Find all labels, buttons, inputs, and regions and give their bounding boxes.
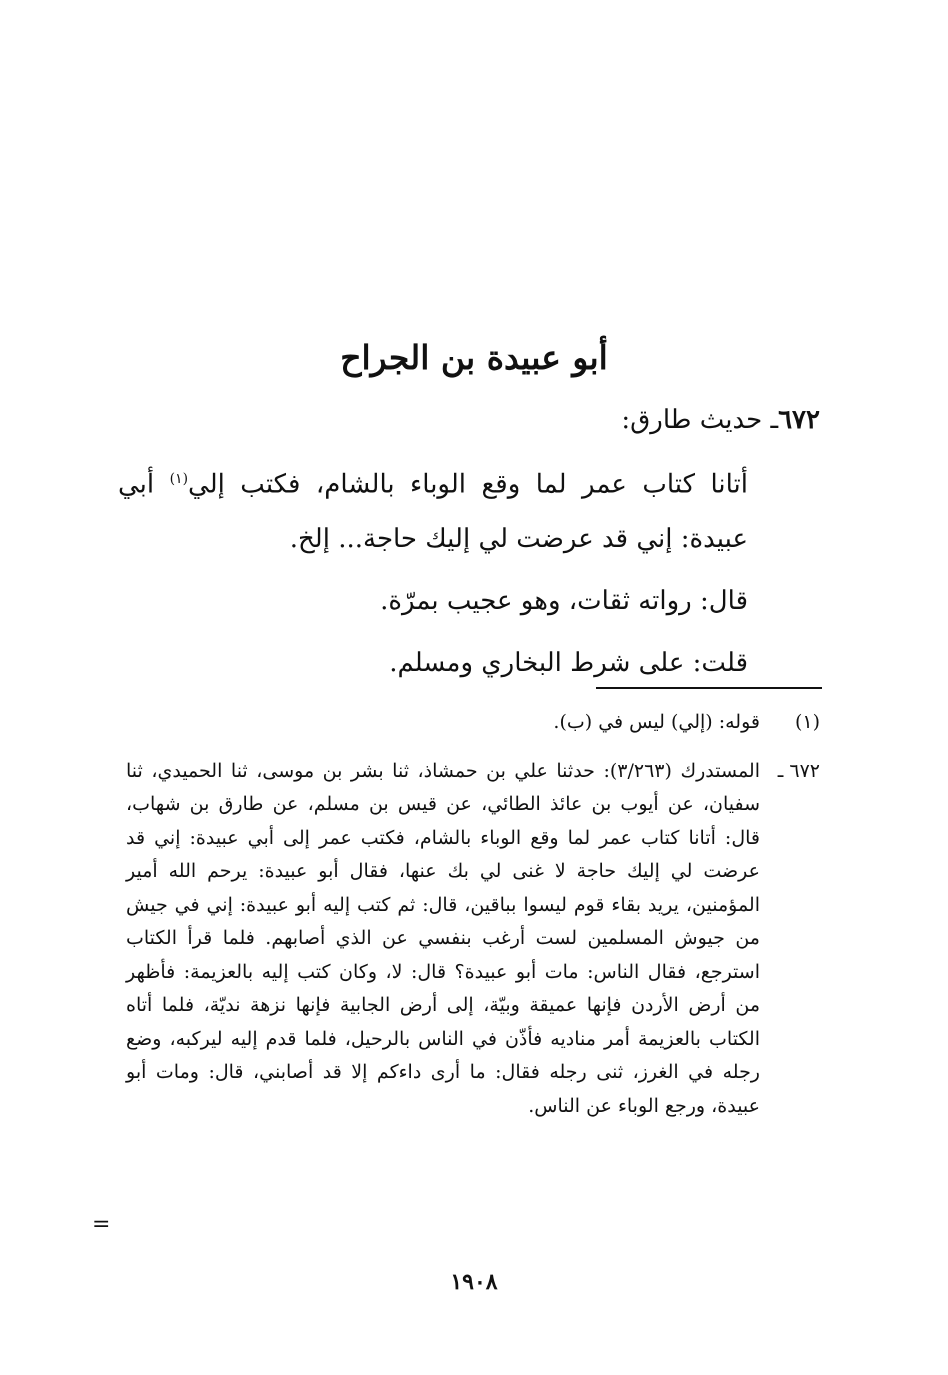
- footnote-1-label: (١): [794, 711, 820, 733]
- footnotes: [126, 706, 820, 1123]
- main-paragraph-3: قلت: على شرط البخاري ومسلم.: [389, 647, 748, 678]
- main-paragraph-1-continuation: أبي عبيدة: إني قد عرضت لي إليك حاجة... إلخ.: [118, 469, 748, 554]
- footnote-source-672: [126, 755, 820, 1124]
- footnote-1: [126, 706, 820, 740]
- footnote-ref-1: (١): [169, 471, 189, 487]
- main-paragraph-1-text: أتانا كتاب عمر لما وقع الوباء بالشام، فكتب إلي: [188, 469, 748, 500]
- main-text: [118, 452, 748, 690]
- entry-heading: [120, 398, 820, 442]
- main-paragraph-2: قال: رواته ثقات، وهو عجيب بمرّة.: [380, 585, 748, 616]
- entry-number: ٦٧٢: [778, 405, 820, 435]
- page-number: ١٩٠٨: [450, 1269, 498, 1295]
- main-paragraph-1: [118, 452, 748, 566]
- footnote-source-text: المستدرك (٣/٢٦٣): حدثنا علي بن حمشاذ، ثنا بشر بن موسى، ثنا الحميدي، ثنا سفيان، عن أيوب بن عائذ الطائي، عن قيس بن مسلم، عن طارق بن شهاب، قال: أتانا كتاب عمر لما وقع الوباء بالشام، فكتب عمر إلى أبي عبيدة: إني قد عرضت لي إليك حاجة لا غنى لي بك عنها، فقال أبو عبيدة: يرحم الله أمير المؤمنين، يريد بقاء قوم ليسوا بباقين، قال: ثم كتب إليه أبو عبيدة: إني في جيش من جيوش المسلمين لست أرغب بنفسي عن الذي أصابهم. فلما قرأ الكتاب استرجع، فقال الناس: مات أبو عبيدة؟ قال: لا، وكان كتب إليه بالعزيمة: فأظهر من أرض الأردن فإنها عميقة وبيّة، إلى أرض الجابية فإنها نزهة نديّة، فلما أتاه الكتاب بالعزيمة أمر مناديه فأذّن في الناس بالرحيل، فلما قدم إليه ليركبه، وضع رجله في الغرز، ثنى رجله فقال: ما أرى داءكم إلا قد أصابني، قال: ومات أبو عبيدة، ورجع الوباء عن الناس.: [126, 759, 761, 1117]
- section-title: أبو عبيدة بن الجراح: [340, 338, 608, 377]
- footnote-1-text: قوله: (إلي) ليس في (ب).: [553, 711, 760, 733]
- entry-heading-text: ـ حديث طارق:: [621, 405, 779, 435]
- footnote-source-label: ٦٧٢ ـ: [777, 759, 820, 782]
- continuation-mark: =: [92, 1212, 111, 1237]
- footnote-separator: [596, 687, 822, 689]
